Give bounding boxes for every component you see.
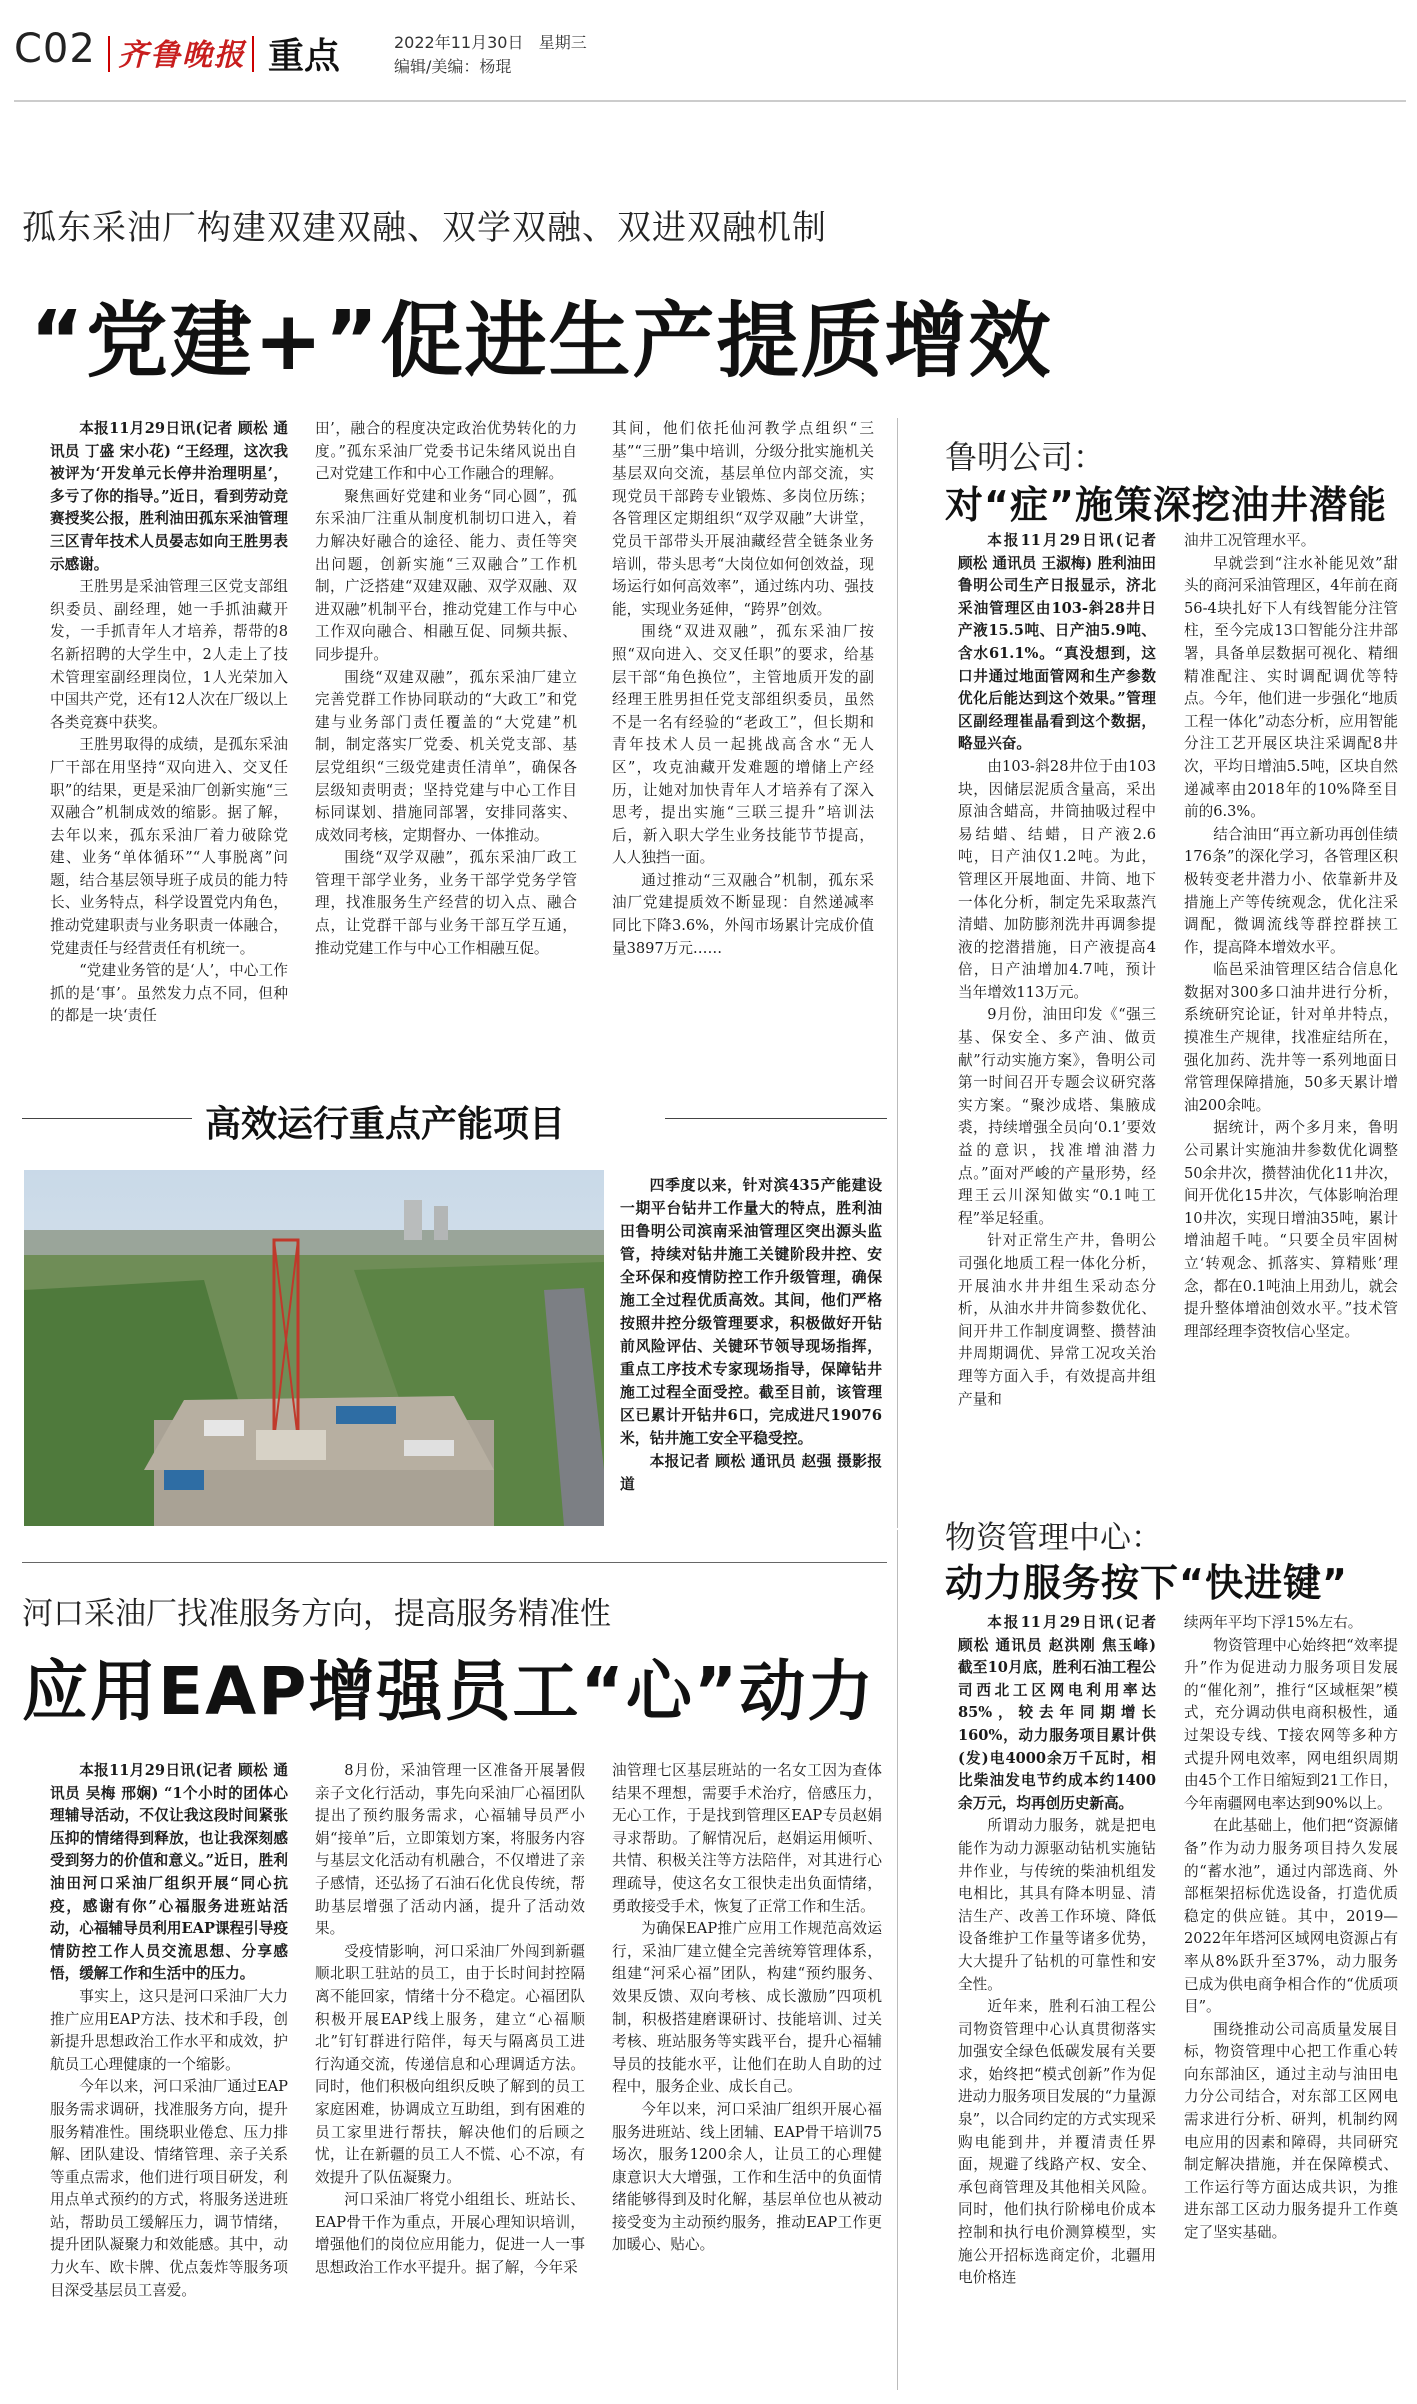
article-paragraph: 在此基础上，他们把“资源储备”作为动力服务项目持久发展的“蓄水池”，通过内部选商、外部框架招标优选设备，打造优质稳定的供应链。其中，2019—2022年年塔河区域网电资源占有率从8%跃升至37%，动力服务已成为供电商争相合作的“优质项目”。 (1184, 1817, 1398, 2016)
article-paragraph: 围绕“双进双融”，孤东采油厂按照“双向进入、交叉任职”的要求，给基层干部“角色换位”，主管地质开发的副经理王胜男担任党支部组织委员，虽然不是一名有经验的“老政工”，但长期和青年技术人员一起挑战高含水“无人区”，攻克油藏开发难题的增储上产经历，让她对加快青年人才培养有了深入思考，提出实施“三联三提升”培训法后，新入职大学生业务技能节节提高，人人独挡一面。 (612, 623, 874, 867)
article2-title: 对“症”施策深挖油井潜能 (945, 483, 1387, 527)
article3-column-1 (958, 1612, 1156, 2390)
article2-column-1 (958, 530, 1156, 1515)
section-rule-right (665, 1118, 887, 1119)
section-name: 重点 (268, 36, 341, 77)
article4-subtitle: 河口采油厂找准服务方向，提高服务精准性 (22, 1596, 611, 1632)
article-paragraph: “党建业务管的是‘人’，中心工作抓的是‘事’。虽然发力点不同，但种的都是一块‘责任 (50, 962, 288, 1025)
article2-column-2 (1184, 530, 1398, 1515)
article1-title: “党建+”促进生产提质增效 (30, 294, 1053, 389)
article-paragraph: 油井工况管理水平。 (1184, 532, 1316, 549)
photo-caption (620, 1174, 882, 1534)
article3-title: 动力服务按下“快进键” (945, 1561, 1348, 1605)
article-paragraph: 通过推动“三双融合”机制，孤东采油厂党建提质效不断显现：自然递减率同比下降3.6%，外闯市场累计完成价值量3897万元…… (612, 871, 874, 957)
article4-column-2 (315, 1760, 585, 2388)
article-paragraph: 由103-斜28井位于由103块，因储层泥质含量高，采出原油含蜡高，井筒抽吸过程中易结蜡、结蜡，日产液2.6吨，日产油仅1.2吨。为此，管理区开展地面、井筒、地下一体化分析，制定先采取蒸汽清蜡、加防膨剂洗井再调参提液的挖潜措施，日产液提高4倍，日产油增加4.7吨，预计当年增效113万元。 (958, 757, 1156, 1001)
article-paragraph: 今年以来，河口采油厂通过EAP服务需求调研，找准服务方向，提升服务精准性。围绕职业倦怠、压力排解、团队建设、情绪管理、亲子关系等重点需求，他们进行项目研发，利用点单式预约的方式，将服务送进班站，帮助员工缓解压力，调节情绪，提升团队凝聚力和效能感。其中，动力火车、欧卡牌、优点轰炸等服务项目深受基层员工喜爱。 (50, 2078, 288, 2299)
section-rule (22, 1562, 887, 1563)
article-paragraph: 受疫情影响，河口采油厂外闯到新疆顺北职工驻站的员工，由于长时间封控隔离不能回家，情绪十分不稳定。心福团队积极开展EAP线上服务，建立“心福顺北”钉钉群进行陪伴，每天与隔离员工进行沟通交流，传递信息和心理调适方法。同时，他们积极向组织反映了解到的员工家庭困难，协调成立互助组，到有困难的员工家里进行帮扶，解决他们的后顾之忧，让在新疆的员工人不慌、心不凉，有效提升了队伍凝聚力。 (315, 1942, 585, 2186)
masthead-divider-2 (252, 36, 254, 72)
article-paragraph: 9月份，油田印发《“强三基、保安全、多产油、做贡献”行动实施方案》，鲁明公司第一时间召开专题会议研究落实方案。“聚沙成塔、集腋成裘，持续增强全员向‘0.1’要效益的意识，找准增油潜力点。”面对严峻的产量形势，经理王云川深知做实“0.1吨工程”举足轻重。 (958, 1006, 1156, 1227)
article-paragraph: 本报11月29日讯(记者 顾松 通讯员 丁盛 宋小花) “王经理，这次我被评为‘开发单元长停井治理明星’，多亏了你的指导。”近日，看到劳动竞赛授奖公报，胜利油田孤东采油管理三区青年技术人员晏志如向王胜男表示感谢。 (50, 420, 288, 573)
date: 2022年11月30日 (394, 33, 524, 52)
article-paragraph: 河口采油厂将党小组组长、班站长、EAP骨干作为重点，开展心理知识培训，增强他们的岗位应用能力，促进一人一事思想政治工作水平提升。据了解，今年采 (315, 2191, 585, 2277)
photo-credit: 本报记者 顾松 通讯员 赵强 摄影报道 (620, 1453, 882, 1493)
article-paragraph: 围绕“双建双融”，孤东采油厂建立完善党群工作协同联动的“大政工”和党建与业务部门责任覆盖的“大党建”机制，制定落实厂党委、机关党支部、基层党组织“三级党建责任清单”，确保各层级知责明责；坚持党建与中心工作目标同谋划、措施同部署，安排同落实、成效同考核，定期督办、一体推动。 (315, 668, 577, 844)
article4-column-1 (50, 1760, 288, 2388)
article-paragraph: 本报11月29日讯(记者 顾松 通讯员 王淑梅) 胜利油田鲁明公司生产日报显示，济北采油管理区由103-斜28井日产液15.5吨、日产油5.9吨、含水61.1%。“真没想到，这口井通过地面管网和生产参数优化后能达到这个效果。”管理区副经理崔晶看到这个数据，略显兴奋。 (958, 532, 1156, 753)
article-paragraph: 本报11月29日讯(记者 顾松 通讯员 赵洪刚 焦玉峰) 截至10月底，胜利石油工程公司西北工区网电利用率达85%，较去年同期增长160%，动力服务项目累计供(发)电4000余万千瓦时，相比柴油发电节约成本约1400余万元，均再创历史新高。 (958, 1614, 1156, 1812)
article-paragraph: 为确保EAP推广应用工作规范高效运行，采油厂建立健全完善统筹管理体系，组建“河采心福”团队，构建“预约服务、效果反馈、双向考核、成长激励”四项机制，积极搭建磨课研讨、技能培训、过关考核、班站服务等实践平台，提升心福辅导员的技能水平，让他们在助人自助的过程中，服务企业、成长自己。 (612, 1920, 882, 2096)
article-paragraph: 本报11月29日讯(记者 顾松 通讯员 吴梅 邢娴) “1个小时的团体心理辅导活动，不仅让我这段时间紧张压抑的情绪得到释放，也让我深刻感受到努力的价值和意义。”近日，胜利油田河口采油厂组织开展“同心抗疫，感谢有你”心福服务进班站活动，心福辅导员利用EAP课程引导疫情防控工作人员交流思想、分享感悟，缓解工作和生活中的压力。 (50, 1762, 288, 1983)
article-paragraph: 近年来，胜利石油工程公司物资管理中心认真贯彻落实加强安全绿色低碳发展有关要求，始终把“模式创新”作为促进动力服务项目发展的“力量源泉”，以合同约定的方式实现采购电能到井，并覆清责任界面，规避了线路产权、安全、承包商管理及其他相关风险。同时，他们执行阶梯电价成本控制和执行电价测算模型，实施公开招标选商定价，北疆用电价格连 (958, 1998, 1156, 2287)
article4-column-3 (612, 1760, 882, 2388)
article-paragraph: 临邑采油管理区结合信息化数据对300多口油井进行分析，系统研究论证，针对单井特点，摸准生产规律，找准症结所在，强化加药、洗井等一系列地面日常管理保障措施，50多天累计增油200余吨。 (1184, 961, 1398, 1114)
article-paragraph: 王胜男是采油管理三区党支部组织委员、副经理，她一手抓油藏开发，一手抓青年人才培养，帮带的8名新招聘的大学生中，2人走上了技术管理室副经理岗位，1人光荣加入中国共产党，还有12人次在厂级以上各类竞赛中获奖。 (50, 578, 288, 731)
article-paragraph: 早就尝到“注水补能见效”甜头的商河采油管理区，4年前在商56-4块扎好下人有线智能分注管柱，至今完成13口智能分注井部署，具备单层数据可视化、精细精准配注、实时调配调优等特点。今年，他们进一步强化“地质工程一体化”动态分析，应用智能分注工艺开展区块注采调配8井次，平均日增油5.5吨，区块自然递减率由2018年的10%降至目前的6.3%。 (1184, 554, 1398, 821)
oilfield-photo (24, 1170, 604, 1526)
article3-column-2 (1184, 1612, 1398, 2390)
masthead-divider (108, 36, 110, 72)
article-paragraph: 田’，融合的程度决定政治优势转化的力度。”孤东采油厂党委书记朱绪风说出自己对党建工作和中心工作融合的理解。 (315, 420, 577, 483)
article-paragraph: 聚焦画好党建和业务“同心圆”，孤东采油厂注重从制度机制切口进入，着力解决好融合的途径、能力、责任等突出问题，创新实施“三双融合”工作机制，广泛搭建“双建双融、双学双融、双进双融”机制平台，推动党建工作与中心工作双向融合、相融互促、同频共振、同步提升。 (315, 487, 577, 663)
article-paragraph: 围绕“双学双融”，孤东采油厂政工管理干部学业务，业务干部学党务学管理，找准服务生产经营的切入点、融合点，让党群干部与业务干部互学互通，推动党建工作与中心工作相融互促。 (315, 849, 577, 957)
article1-column-3 (612, 418, 874, 1030)
article-paragraph: 事实上，这只是河口采油厂大力推广应用EAP方法、技术和手段，创新提升思想政治工作水平和成效，护航员工心理健康的一个缩影。 (50, 1987, 288, 2073)
article-paragraph: 针对正常生产井，鲁明公司强化地质工程一体化分析，开展油水井井组生采动态分析，从油水井井筒参数优化、间开井工作制度调整、攒替油井周期调优、异常工况攻关治理等方面入手，有效提高井组产量和 (958, 1232, 1156, 1408)
oilfield-photo-illustration (24, 1170, 604, 1526)
section-label: 高效运行重点产能项目 (205, 1104, 566, 1145)
article3-company: 物资管理中心： (945, 1520, 1162, 1556)
article-paragraph: 据统计，两个多月来，鲁明公司累计实施油井参数优化调整50余井次，攒替油优化11井次，间开优化15井次，气体影响治理10井次，实现日增油35吨，累计增油超千吨。“只要全员牢固树立‘转观念、抓落实、算精账’理念，都在0.1吨油上用劲儿，就会提升整体增油创效水平。”技术管理部经理李资牧信心坚定。 (1184, 1119, 1398, 1340)
photo-caption-text: 四季度以来，针对滨435产能建设一期平台钻井工作量大的特点，胜利油田鲁明公司滨南采油管理区突出源头监管，持续对钻井施工关键阶段井控、安全环保和疫情防控工作升级管理，确保施工全过程优质高效。其间，他们严格按照井控分级管理要求，积极做好开钻前风险评估、关键环节领导现场指挥，重点工序技术专家现场指导，保障钻井施工过程全面受控。截至目前，该管理区已累计开钻井6口，完成进尺19076米，钻井施工安全平稳受控。 (620, 1177, 882, 1447)
section-rule-left (22, 1118, 192, 1119)
issue-date (394, 30, 587, 53)
article2-company: 鲁明公司： (945, 438, 1106, 476)
article1-subtitle: 孤东采油厂构建双建双融、双学双融、双进双融机制 (22, 208, 827, 248)
article1-column-1 (50, 418, 288, 1030)
article-paragraph: 结合油田“再立新功再创佳绩176条”的深化学习，各管理区积极转变老井潜力小、依靠新井及措施上产等传统观念，优化注采调配，微调流线等群控群挟工作，提高降本增效水平。 (1184, 825, 1398, 956)
article-paragraph: 续两年平均下浮15%左右。 (1184, 1614, 1363, 1631)
article-paragraph: 今年以来，河口采油厂组织开展心福服务进班站、线上团辅、EAP骨干培训75场次，服务1200余人，让员工的心理健康意识大大增强，工作和生活中的负面情绪能够得到及时化解，基层单位也从被动接受变为主动预约服务，推动EAP工作更加暖心、贴心。 (612, 2100, 882, 2254)
article-paragraph: 围绕推动公司高质量发展目标，物资管理中心把工作重心转向东部油区，通过主动与油田电力分公司结合，对东部工区网电需求进行分析、研判，机制约网电应用的因素和障碍，共同研究制定解决措施，并在保障模式、工作运行等方面达成共识，为推进东部工区动力服务提升工作奠定了坚实基础。 (1184, 2020, 1398, 2242)
article-paragraph: 油管理七区基层班站的一名女工因为查体结果不理想，需要手术治疗，倍感压力，无心工作，于是找到管理区EAP专员赵娟寻求帮助。了解情况后，赵娟运用倾听、共情、积极关注等方法陪伴，对其进行心理疏导，使这名女工很快走出负面情绪，勇敢接受手术，恢复了正常工作和生活。 (612, 1762, 882, 1915)
article1-column-2 (315, 418, 577, 1030)
weekday: 星期三 (538, 33, 587, 52)
article-paragraph: 王胜男取得的成绩，是孤东采油厂干部在用坚持“双向进入、交叉任职”的结果，更是采油厂创新实施“三双融合”机制成效的缩影。据了解，去年以来，孤东采油厂着力破除党建、业务“单体循环”“人事脱离”问题，结合基层领导班子成员的能力特长、业务特点，科学设置党内角色，推动党建职责与业务职责一体融合，党建责任与经营责任有机统一。 (50, 736, 288, 957)
article4-title: 应用EAP增强员工“心”动力 (22, 1653, 876, 1730)
article-paragraph: 所谓动力服务，就是把电能作为动力源驱动钻机实施钻井作业，与传统的柴油机组发电相比，其具有降本明显、清洁生产、改善工作环境、降低设备维护工作量等诸多优势，大大提升了钻机的可靠性和安全性。 (958, 1817, 1156, 1993)
article-paragraph: 8月份，采油管理一区准备开展暑假亲子文化行活动，事先向采油厂心福团队提出了预约服务需求，心福辅导员严小娟“接单”后，立即策划方案，将服务内容与基层文化活动有机融合，不仅增进了亲子感情，还弘扬了石油石化优良传统，帮助基层增强了活动内涵，提升了活动效果。 (315, 1762, 585, 1938)
article-paragraph: 其间，他们依托仙河教学点组织“三基”“三册”集中培训，分级分批实施机关基层双向交流，基层单位内部交流，实现党员干部跨专业锻炼、多岗位历练；各管理区定期组织“双学双融”大讲堂，党员干部带头开展油藏经营全链条业务培训，带头思考“大岗位如何创效益，现场运行如何高效率”，通过练内功、强技能，实现业务延伸，“跨界”创效。 (612, 420, 874, 618)
newspaper-logo: 齐鲁晚报 (118, 38, 246, 73)
editor-credit: 编辑/美编：杨琨 (394, 57, 512, 76)
masthead-rule (14, 100, 1406, 102)
page-number: C02 (14, 26, 96, 72)
column-divider (897, 418, 898, 1528)
column-divider (897, 1530, 898, 2390)
article-paragraph: 物资管理中心始终把“效率提升”作为促进动力服务项目发展的“催化剂”，推行“区域框架”模式，充分调动供电商积极性，通过架设专线、T接农网等多种方式提升网电效率，网电组织周期由45个工作日缩短到21工作日，今年南疆网电率达到90%以上。 (1184, 1636, 1398, 1812)
